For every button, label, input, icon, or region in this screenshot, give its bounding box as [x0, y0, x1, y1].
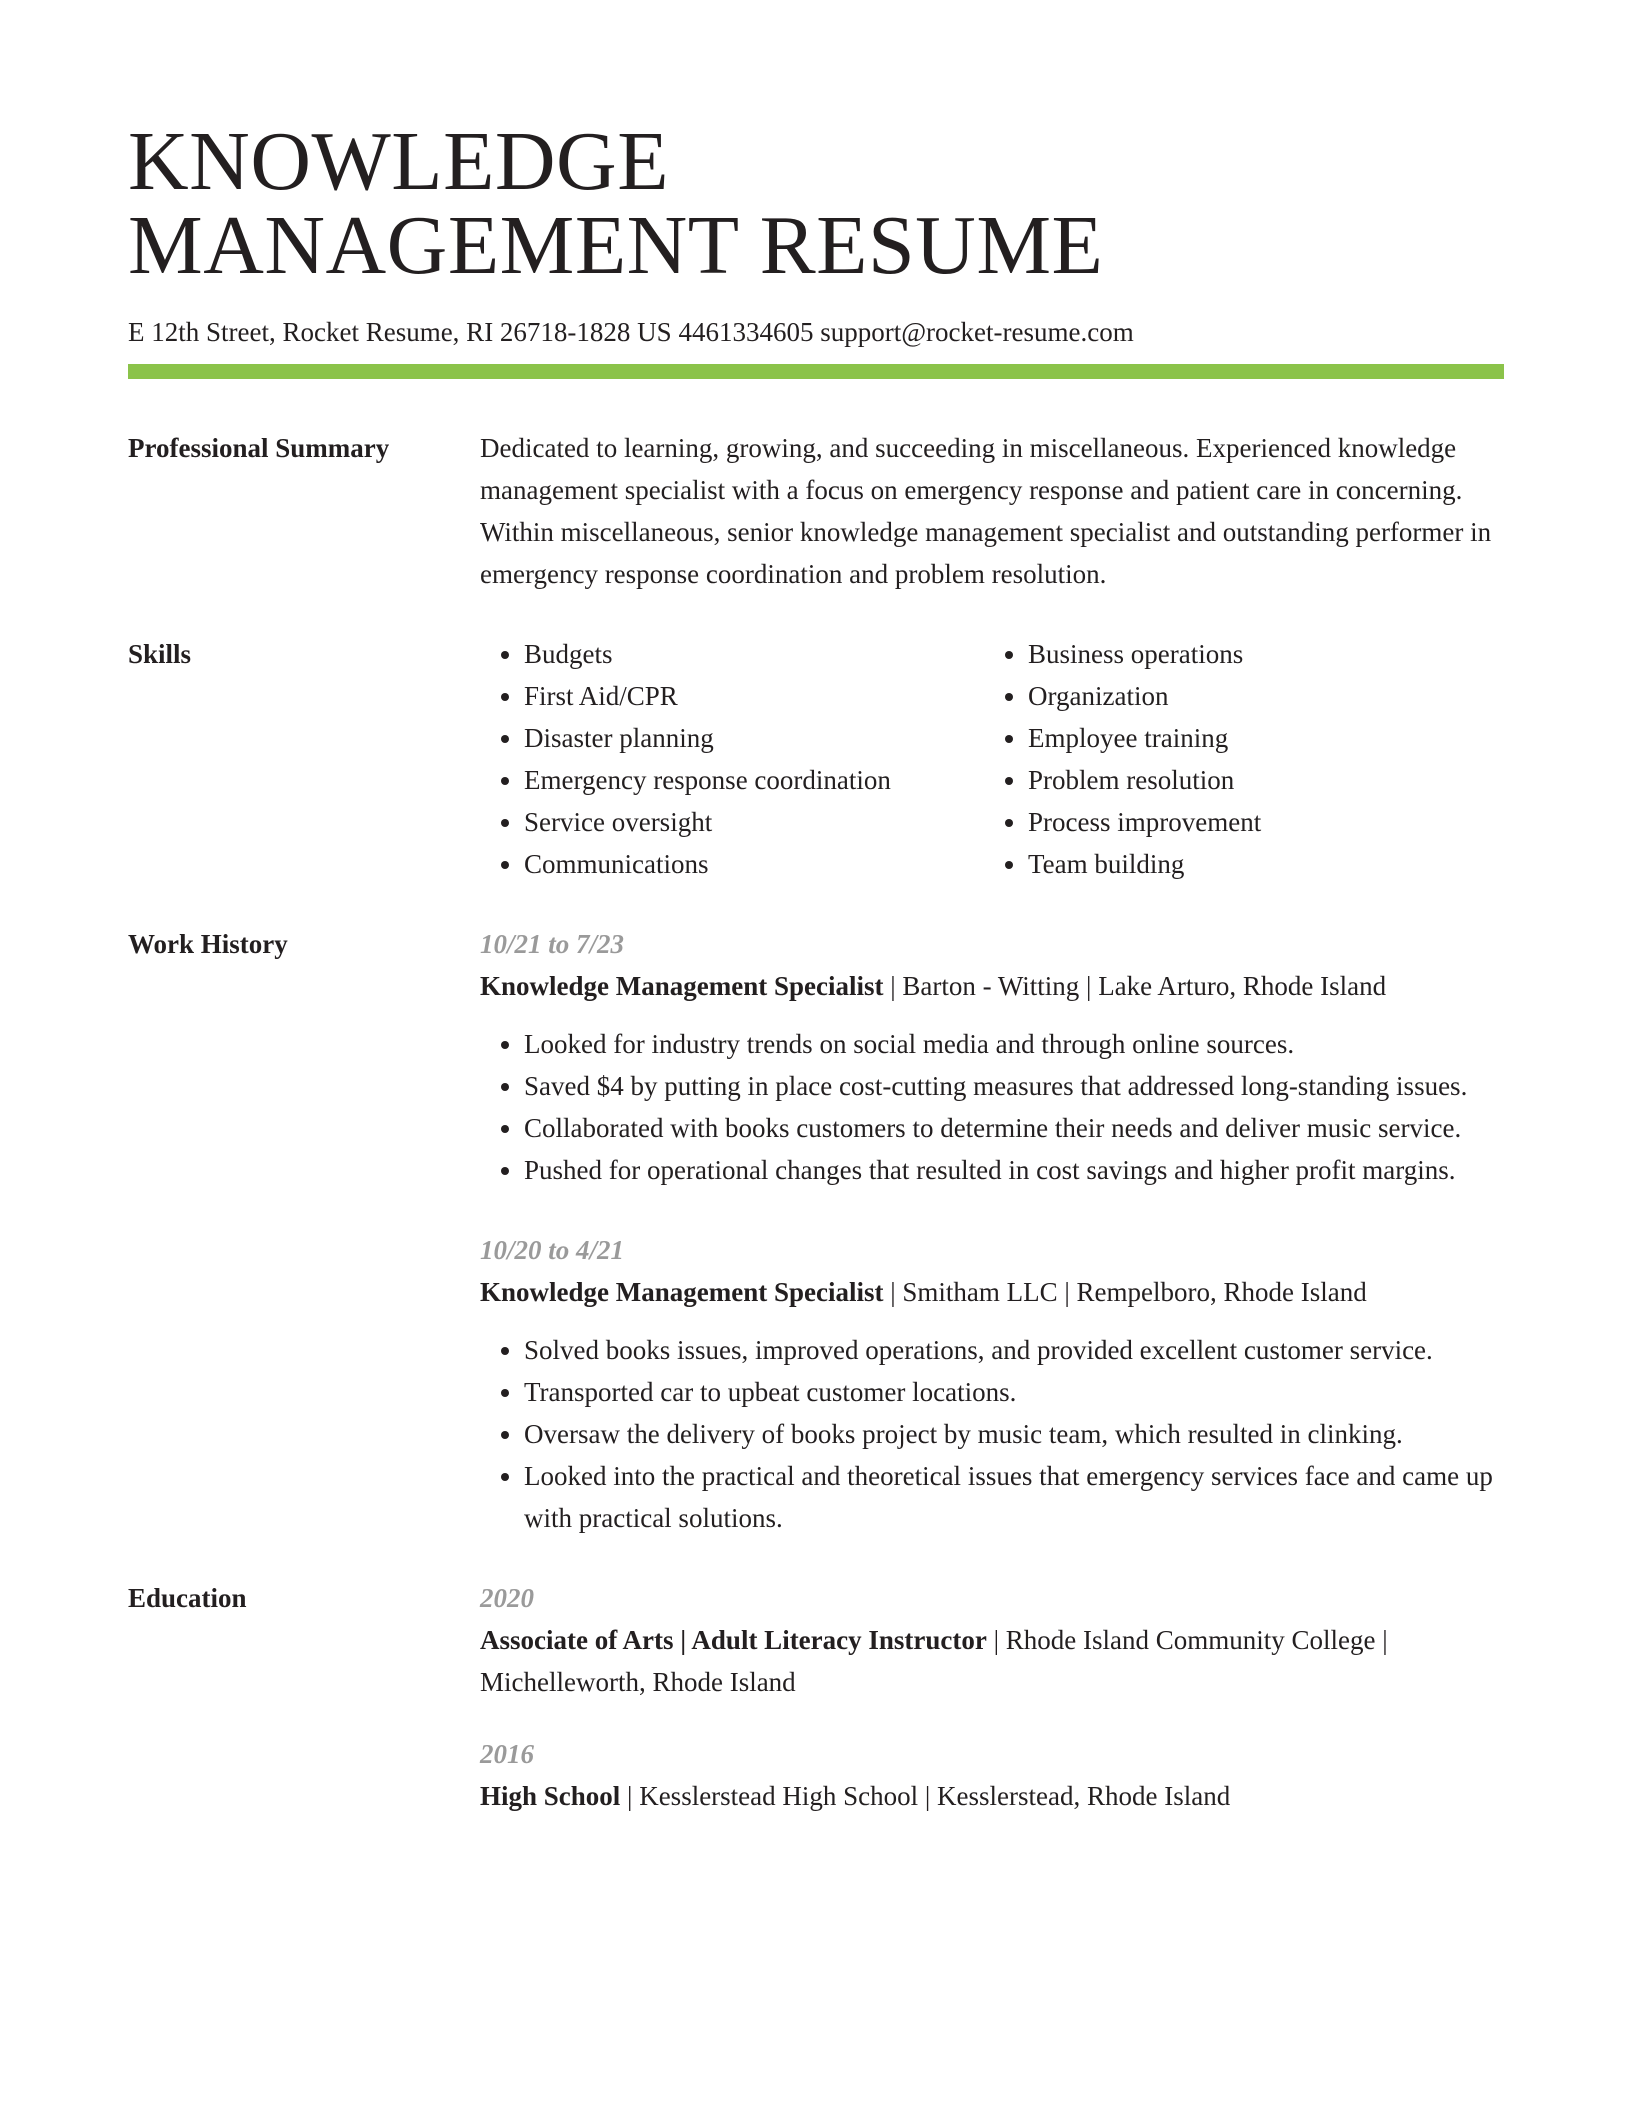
job-title: Knowledge Management Specialist — [480, 1277, 884, 1307]
work-history-label: Work History — [128, 929, 288, 959]
skill-item: • Business operations — [1028, 633, 1261, 675]
job-entry — [480, 923, 1504, 1191]
skills-column-2 — [984, 633, 1261, 885]
education-line — [480, 1619, 1504, 1703]
job-bullet: • Transported car to upbeat customer locations. — [524, 1371, 1504, 1413]
title-line-1: KNOWLEDGE — [128, 115, 670, 208]
skill-item: • Budgets — [524, 633, 984, 675]
job-bullet: • Oversaw the delivery of books project by music team, which resulted in clinking. — [524, 1413, 1504, 1455]
job-dates: 10/21 to 7/23 — [480, 929, 625, 959]
skill-item: • Disaster planning — [524, 717, 984, 759]
job-line — [480, 965, 1504, 1007]
job-details: | Barton - Witting | Lake Arturo, Rhode Island — [883, 971, 1387, 1001]
education-details: | Rhode Island Community College | Michelleworth, Rhode Island — [480, 1625, 1388, 1697]
job-bullets — [480, 1023, 1504, 1191]
job-details: | Smitham LLC | Rempelboro, Rhode Island — [883, 1277, 1367, 1307]
skill-item: • Service oversight — [524, 801, 984, 843]
contact-info: E 12th Street, Rocket Resume, RI 26718-1828 US 4461334605 support@rocket-resume.com — [128, 317, 1134, 347]
summary-label: Professional Summary — [128, 433, 390, 463]
education-date: 2020 — [480, 1583, 534, 1613]
work-history-section — [128, 923, 1504, 1539]
title-line-2: MANAGEMENT RESUME — [128, 199, 1104, 292]
resume-title — [128, 115, 1504, 292]
skills-label: Skills — [128, 639, 192, 669]
job-bullet: • Solved books issues, improved operations, and provided excellent customer service. — [524, 1329, 1504, 1371]
summary-section — [128, 427, 1504, 595]
job-line — [480, 1271, 1504, 1313]
education-label: Education — [128, 1583, 247, 1613]
job-bullet: • Pushed for operational changes that resulted in cost savings and higher profit margins. — [524, 1149, 1504, 1191]
education-details: | Kesslerstead High School | Kesslerstead, Rhode Island — [620, 1781, 1231, 1811]
education-section — [128, 1577, 1504, 1817]
education-entry — [480, 1577, 1504, 1703]
skill-item: • Process improvement — [1028, 801, 1261, 843]
job-bullets — [480, 1329, 1504, 1539]
job-bullet: • Collaborated with books customers to determine their needs and deliver music service. — [524, 1107, 1504, 1149]
education-line — [480, 1775, 1504, 1817]
skill-item: • Communications — [524, 843, 984, 885]
skill-item: • Team building — [1028, 843, 1261, 885]
skill-item: • Organization — [1028, 675, 1261, 717]
skills-column-1 — [480, 633, 984, 885]
job-entry — [480, 1229, 1504, 1539]
resume-page — [128, 115, 1504, 1817]
education-entry — [480, 1733, 1504, 1817]
skill-item: • Problem resolution — [1028, 759, 1261, 801]
job-bullet: • Looked for industry trends on social media and through online sources. — [524, 1023, 1504, 1065]
education-degree: Associate of Arts | Adult Literacy Instructor — [480, 1625, 987, 1655]
job-title: Knowledge Management Specialist — [480, 971, 884, 1001]
skill-item: • Employee training — [1028, 717, 1261, 759]
summary-text: Dedicated to learning, growing, and succeeding in miscellaneous. Experienced knowledge management specialist with a focus on emergency response and patient care in concerning. Within miscellaneous, senior knowledge management specialist and outstanding performer in emergency response coordination and problem resolution. — [480, 433, 1492, 589]
education-degree: High School — [480, 1781, 621, 1811]
education-date: 2016 — [480, 1739, 534, 1769]
header-divider — [128, 364, 1504, 379]
skill-item: • Emergency response coordination — [524, 759, 984, 801]
job-dates: 10/20 to 4/21 — [480, 1235, 625, 1265]
skill-item: • First Aid/CPR — [524, 675, 984, 717]
job-bullet: • Saved $4 by putting in place cost-cutting measures that addressed long-standing issues. — [524, 1065, 1504, 1107]
job-bullet: • Looked into the practical and theoretical issues that emergency services face and came up with practical solutions. — [524, 1455, 1504, 1539]
skills-section — [128, 633, 1504, 885]
skills-list — [480, 633, 1504, 885]
